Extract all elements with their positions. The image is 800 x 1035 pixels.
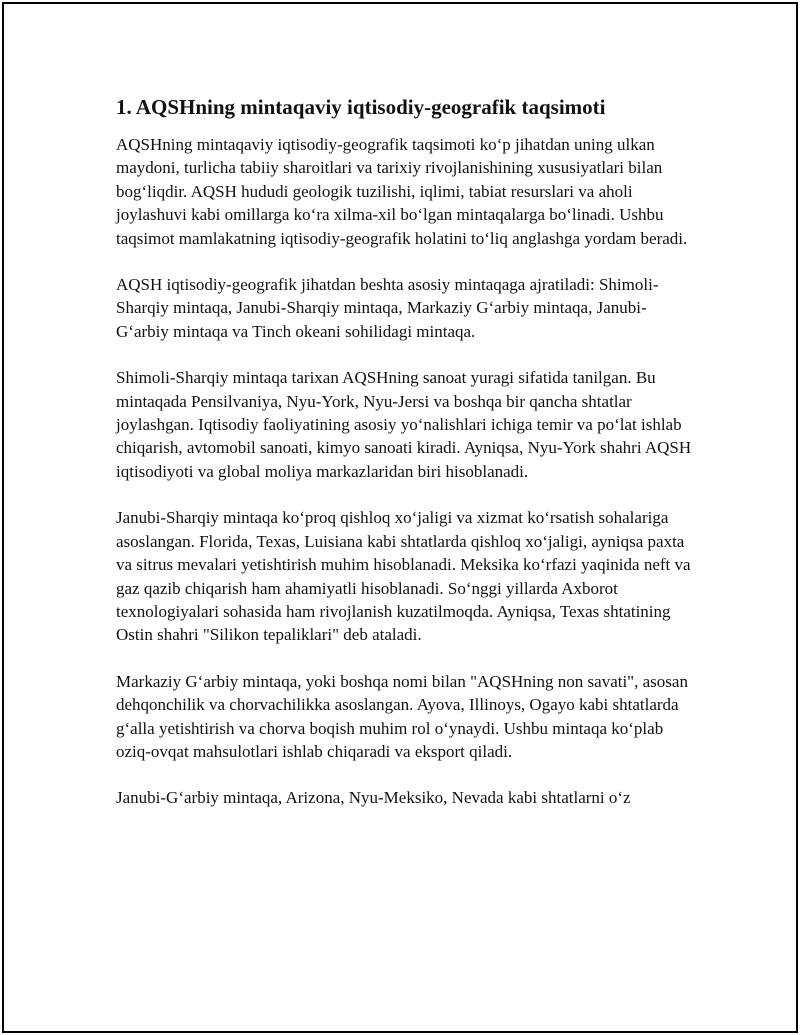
paragraph-southwest: Janubi-G‘arbiy mintaqa, Arizona, Nyu-Meksiko, Nevada kabi shtatlarni o‘z <box>116 788 631 808</box>
document-body <box>116 92 696 833</box>
section-heading: 1. AQSHning mintaqaviy iqtisodiy-geografik taqsimoti <box>116 95 606 119</box>
paragraph-northeast: Shimoli-Sharqiy mintaqa tarixan AQSHning sanoat yuragi sifatida tanilgan. Bu mintaqada Pensilvaniya, Nyu-York, Nyu-Jersi va boshqa bir qancha shtatlar joylashgan. Iqtisodiy faoliyatining asosiy yo‘nalishlari ichiga temir va po‘lat ishlab chiqarish, avtomobil sanoati, kimyo sanoati kiradi. Ayniqsa, Nyu-York shahri AQSH iqtisodiyoti va global moliya markazlaridan biri hisoblanadi. <box>116 368 692 481</box>
paragraph-southeast: Janubi-Sharqiy mintaqa ko‘proq qishloq xo‘jaligi va xizmat ko‘rsatish sohalariga asoslangan. Florida, Texas, Luisiana kabi shtatlarda qishloq xo‘jaligi, ayniqsa paxta va sitrus mevalari yetishtirish muhim hisoblanadi. Meksika ko‘rfazi yaqinida neft va gaz qazib chiqarish ham ahamiyatli hisoblanadi. So‘nggi yillarda Axborot texnologiyalari sohasida ham rivojlanish kuzatilmoqda. Ayniqsa, Texas shtatining Ostin shahri "Silikon tepaliklari" deb ataladi. <box>116 508 691 645</box>
paragraph-intro: AQSHning mintaqaviy iqtisodiy-geografik taqsimoti ko‘p jihatdan uning ulkan maydoni, turlicha tabiiy sharoitlari va tarixiy rivojlanishining xususiyatlari bilan bog‘liqdir. AQSH hududi geologik tuzilishi, iqlimi, tabiat resurslari va aholi joylashuvi kabi omillarga ko‘ra xilma-xil bo‘lgan mintaqalarga bo‘linadi. Ushbu taqsimot mamlakatning iqtisodiy-geografik holatini to‘liq anglashga yordam beradi. <box>116 135 688 248</box>
paragraph-regions-overview: AQSH iqtisodiy-geografik jihatdan beshta asosiy mintaqaga ajratiladi: Shimoli-Sharqiy mintaqa, Janubi-Sharqiy mintaqa, Markaziy G‘arbiy mintaqa, Janubi-G‘arbiy mintaqa va Tinch okeani sohilidagi mintaqa. <box>116 275 659 341</box>
paragraph-midwest: Markaziy G‘arbiy mintaqa, yoki boshqa nomi bilan "AQSHning non savati", asosan dehqonchilik va chorvachilikka asoslangan. Ayova, Illinoys, Ogayo kabi shtatlarda g‘alla yetishtirish va chorva boqish muhim rol o‘ynaydi. Ushbu mintaqa ko‘plab oziq-ovqat mahsulotlari ishlab chiqaradi va eksport qiladi. <box>116 671 688 761</box>
